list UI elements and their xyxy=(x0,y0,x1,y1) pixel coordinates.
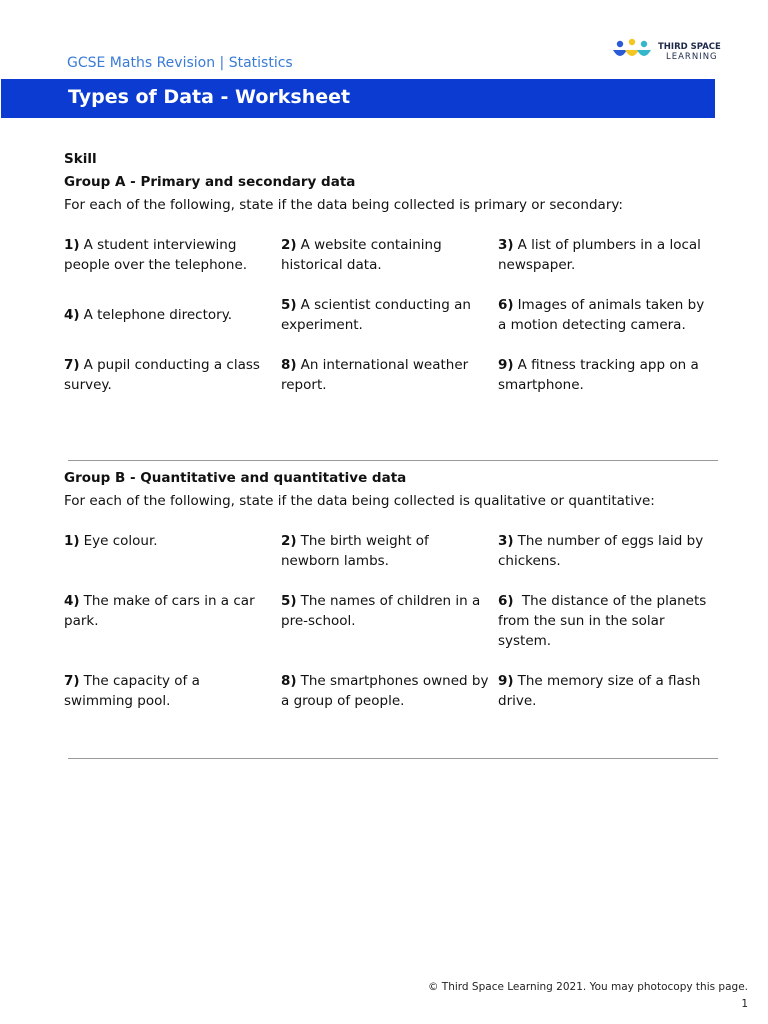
question-item xyxy=(64,531,281,571)
question-item xyxy=(64,591,281,651)
question-number: 2) xyxy=(281,237,297,253)
question-number: 9) xyxy=(498,673,514,689)
footer-copyright: © Third Space Learning 2021. You may photocopy this page. xyxy=(427,981,748,993)
page-title: Types of Data - Worksheet xyxy=(68,86,351,108)
logo-text xyxy=(658,42,721,62)
question-text: A website containing historical data. xyxy=(281,237,442,273)
question-number: 4) xyxy=(64,307,80,323)
question-text: The smartphones owned by a group of people. xyxy=(281,673,489,709)
question-item xyxy=(498,355,718,395)
group-a-questions xyxy=(64,235,724,395)
question-text: The birth weight of newborn lambs. xyxy=(281,533,429,569)
skill-label: Skill xyxy=(64,151,97,167)
question-item xyxy=(281,355,498,395)
question-text: The names of children in a pre-school. xyxy=(281,593,481,629)
question-item xyxy=(281,591,498,651)
question-item xyxy=(64,671,281,711)
question-number: 6) xyxy=(498,593,514,609)
question-text: A list of plumbers in a local newspaper. xyxy=(498,237,701,273)
question-number: 8) xyxy=(281,673,297,689)
question-text: The make of cars in a car park. xyxy=(64,593,255,629)
question-text: The number of eggs laid by chickens. xyxy=(498,533,704,569)
question-number: 5) xyxy=(281,593,297,609)
header-subtitle: GCSE Maths Revision | Statistics xyxy=(67,55,293,71)
question-number: 1) xyxy=(64,533,80,549)
question-text: The memory size of a flash drive. xyxy=(498,673,701,709)
question-item xyxy=(498,531,718,571)
page-number: 1 xyxy=(741,998,748,1010)
question-item xyxy=(281,671,498,711)
question-number: 2) xyxy=(281,533,297,549)
logo-line1: THIRD SPACE xyxy=(658,42,721,52)
question-item xyxy=(498,235,718,275)
question-item xyxy=(281,531,498,571)
question-item xyxy=(281,235,498,275)
logo-line2: LEARNING xyxy=(666,52,718,62)
group-b-questions xyxy=(64,531,724,711)
question-number: 3) xyxy=(498,533,514,549)
question-text: The capacity of a swimming pool. xyxy=(64,673,200,709)
group-a-title: Group A - Primary and secondary data xyxy=(64,174,356,190)
question-number: 3) xyxy=(498,237,514,253)
group-b-section xyxy=(64,470,724,711)
third-space-learning-logo xyxy=(612,38,727,64)
question-number: 7) xyxy=(64,673,80,689)
question-number: 1) xyxy=(64,237,80,253)
question-number: 9) xyxy=(498,357,514,373)
question-number: 7) xyxy=(64,357,80,373)
section-divider xyxy=(68,460,718,461)
question-item xyxy=(498,591,718,651)
question-item xyxy=(498,295,718,335)
question-text: A scientist conducting an experiment. xyxy=(281,297,471,333)
question-text: An international weather report. xyxy=(281,357,469,393)
question-text: A student interviewing people over the telephone. xyxy=(64,237,248,273)
question-text: A telephone directory. xyxy=(83,307,233,323)
question-item xyxy=(64,235,281,275)
question-number: 6) xyxy=(498,297,514,313)
group-b-title: Group B - Quantitative and quantitative data xyxy=(64,470,407,486)
question-text: A pupil conducting a class survey. xyxy=(64,357,260,393)
title-banner xyxy=(1,79,715,118)
group-a-section xyxy=(64,151,724,395)
question-text: The distance of the planets from the sun in the solar system. xyxy=(498,593,707,649)
question-number: 5) xyxy=(281,297,297,313)
question-text: A fitness tracking app on a smartphone. xyxy=(498,357,699,393)
question-number: 8) xyxy=(281,357,297,373)
logo-icon xyxy=(612,38,656,64)
question-item xyxy=(64,355,281,395)
question-item xyxy=(281,295,498,335)
question-text: Images of animals taken by a motion detecting camera. xyxy=(498,297,705,333)
question-text: Eye colour. xyxy=(83,533,158,549)
question-item xyxy=(64,295,281,335)
group-b-instruction: For each of the following, state if the data being collected is qualitative or quantitative: xyxy=(64,493,655,509)
question-item xyxy=(498,671,718,711)
question-number: 4) xyxy=(64,593,80,609)
group-a-instruction: For each of the following, state if the data being collected is primary or secondary: xyxy=(64,197,623,213)
section-divider xyxy=(68,758,718,759)
